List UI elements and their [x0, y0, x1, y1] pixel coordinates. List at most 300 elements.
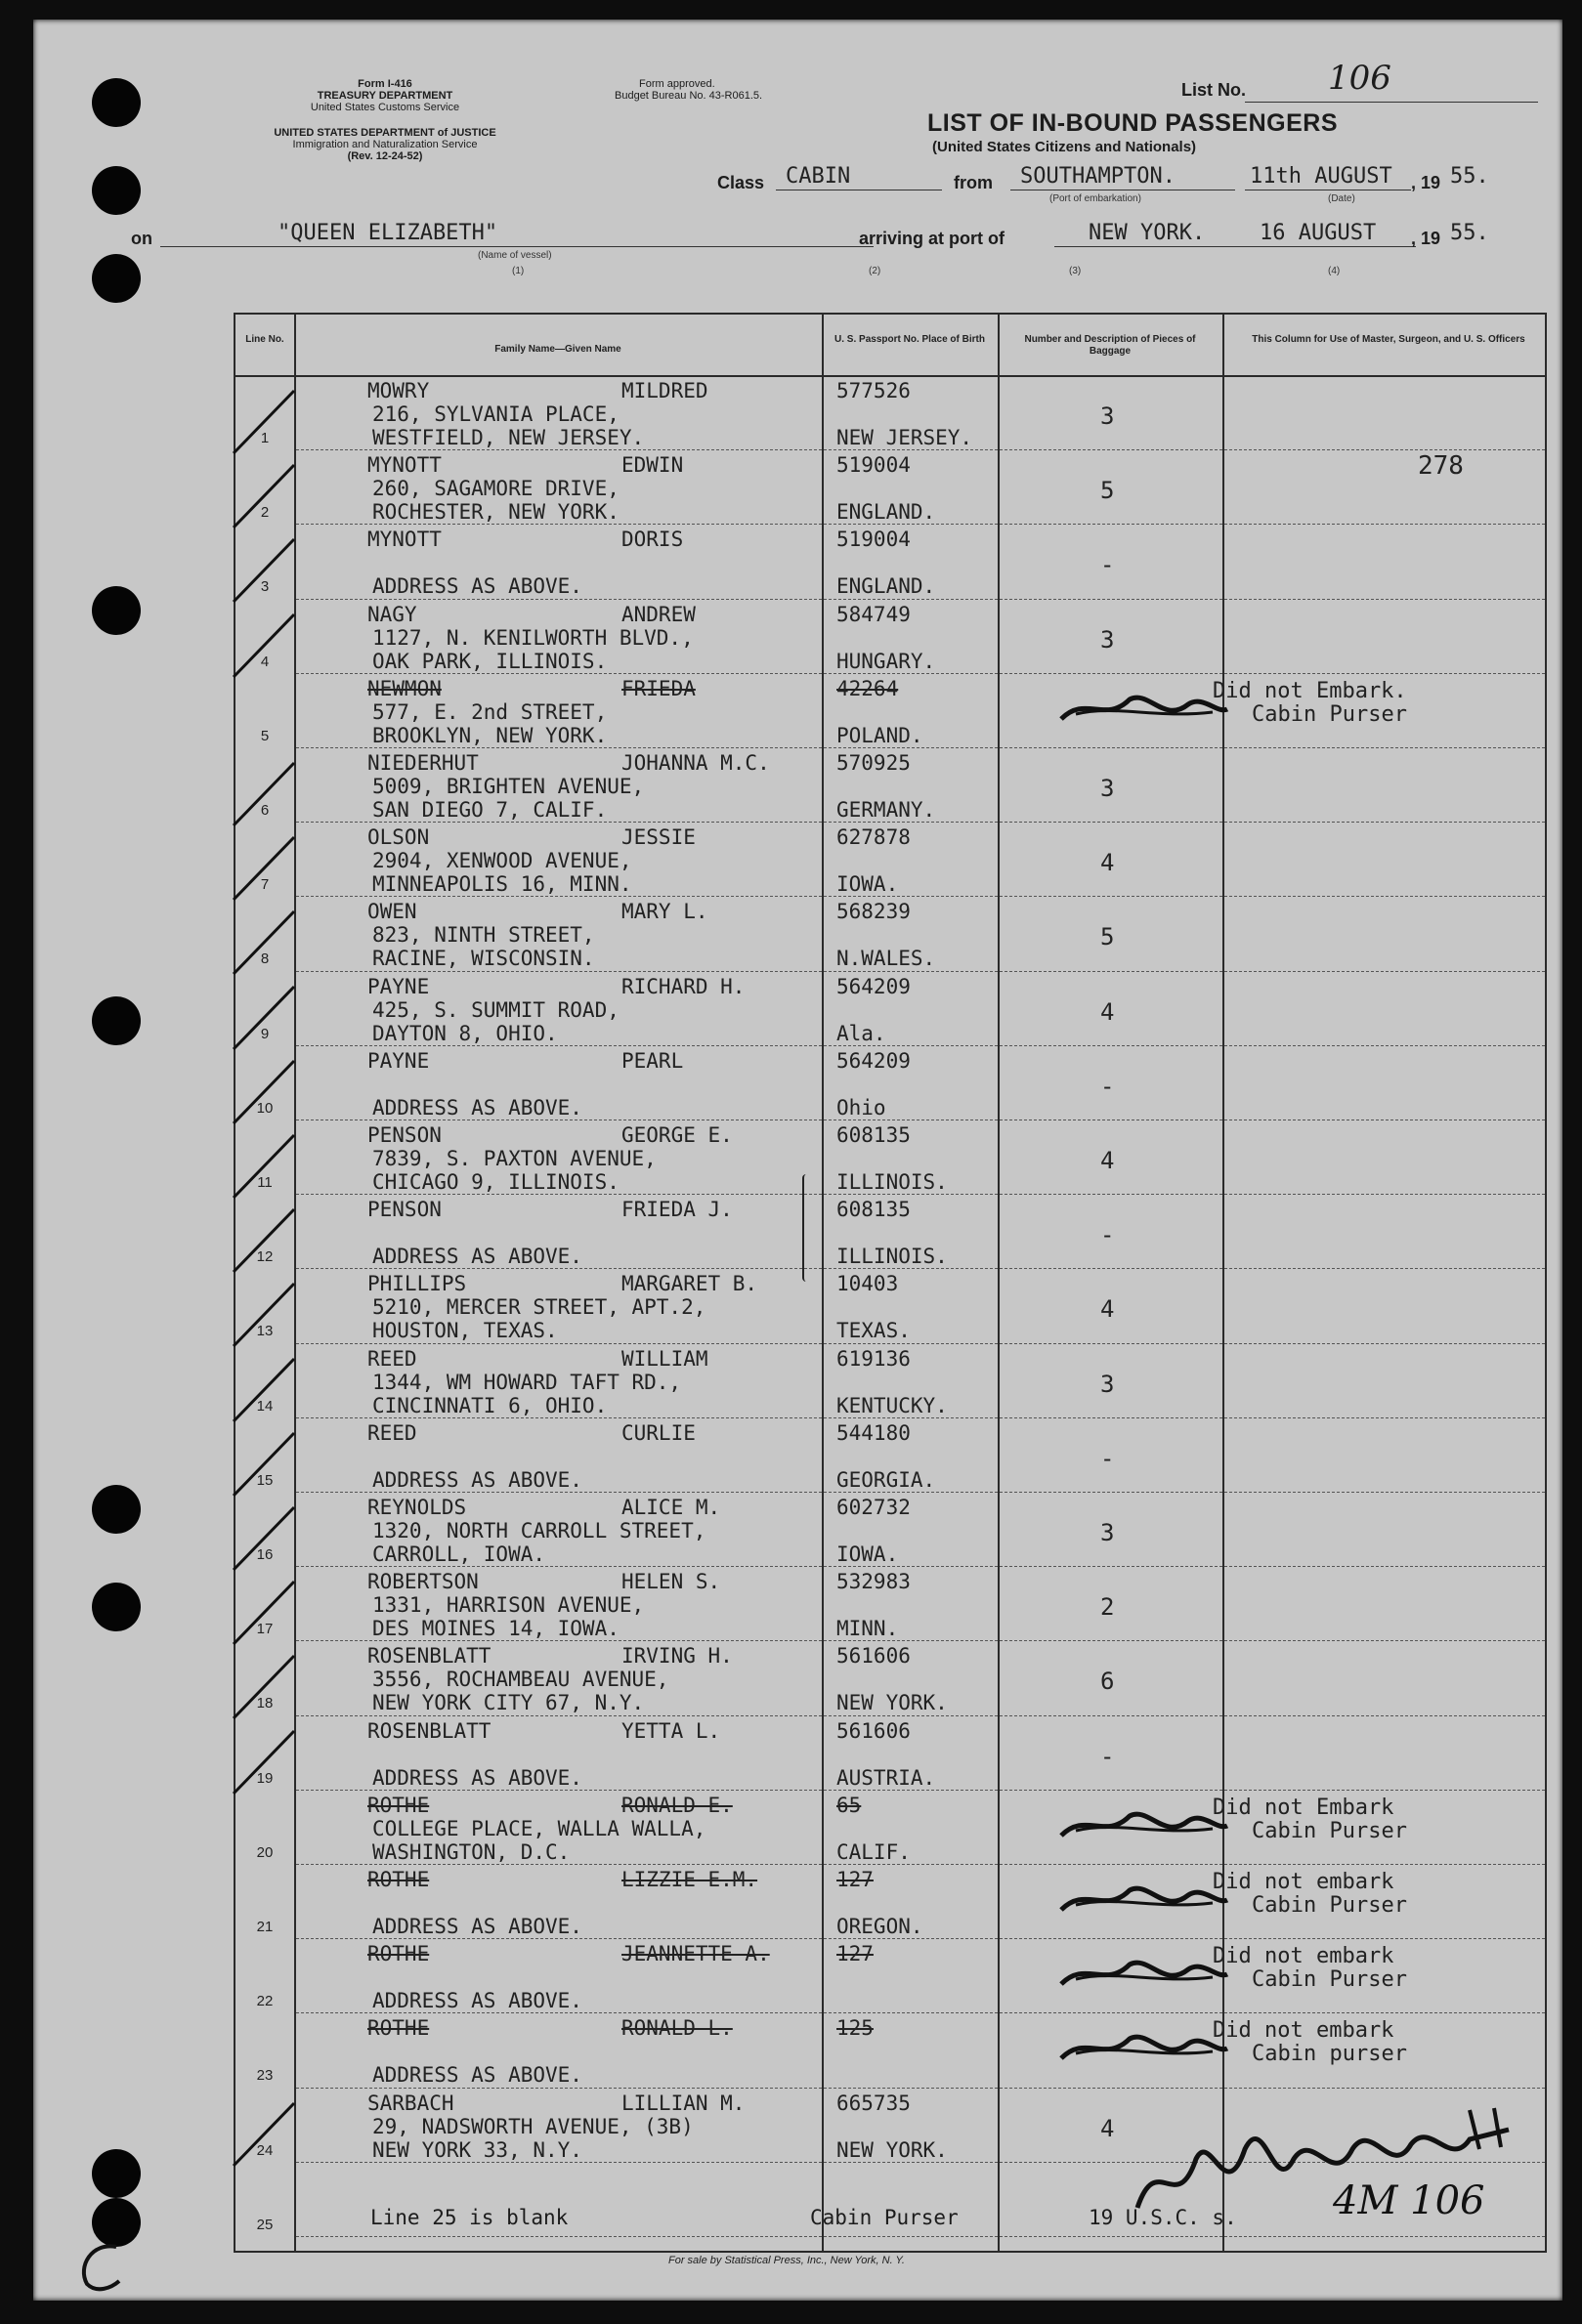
place-of-birth: Ohio — [836, 1095, 886, 1120]
check-mark — [226, 759, 304, 827]
line-number: 9 — [260, 1025, 270, 1042]
family-name: NIEDERHUT — [367, 751, 479, 775]
baggage-count: - — [1100, 1221, 1115, 1249]
line-number: 25 — [256, 2216, 274, 2233]
check-mark — [226, 1429, 304, 1498]
family-name: MYNOTT — [367, 453, 442, 478]
place-of-birth: ENGLAND. — [836, 500, 936, 525]
family-name: SARBACH — [367, 2091, 454, 2115]
purser-initials — [1056, 1950, 1232, 1999]
caption-1: (1) — [512, 266, 525, 276]
embark-note: Did not embark — [1213, 1870, 1394, 1894]
address-line-2: WASHINGTON, D.C. — [372, 1839, 571, 1864]
address-line-2: RACINE, WISCONSIN. — [372, 947, 595, 971]
date1: 11th AUGUST — [1250, 164, 1392, 189]
place-of-birth: OREGON. — [836, 1915, 923, 1938]
place-of-birth: IOWA. — [836, 1542, 899, 1566]
family-name: ROTHE — [367, 1942, 430, 1966]
check-mark — [226, 1578, 304, 1646]
family-name: NEWMON — [367, 676, 442, 700]
printer-imprint: For sale by Statistical Press, Inc., New York, N. Y. — [668, 2255, 905, 2266]
address-line-2: NEW YORK CITY 67, N.Y. — [372, 1691, 645, 1715]
table-row — [235, 1940, 1545, 2014]
place-of-birth: Ala. — [836, 1021, 886, 1045]
address-line-1: 5009, BRIGHTEN AVENUE, — [372, 775, 645, 798]
binder-hole — [92, 586, 141, 635]
address-line-2: CHICAGO 9, ILLINOIS. — [372, 1170, 620, 1194]
address-line-2: CINCINNATI 6, OHIO. — [372, 1393, 608, 1417]
baggage-count: 4 — [1100, 2114, 1115, 2142]
purser-note: Cabin Purser — [1252, 1818, 1407, 1843]
line-number: 18 — [256, 1695, 274, 1712]
passport-number: 564209 — [836, 974, 911, 998]
line-number: 10 — [256, 1099, 274, 1117]
embark-note: Did not Embark — [1213, 1795, 1394, 1820]
family-name: REYNOLDS — [367, 1496, 467, 1519]
baggage-count: 4 — [1100, 849, 1115, 877]
col-name: Family Name—Given Name — [494, 344, 621, 355]
baggage-count: - — [1100, 1444, 1115, 1472]
table-row — [235, 1866, 1545, 1940]
baggage-count: - — [1100, 551, 1115, 579]
check-mark — [226, 2099, 304, 2168]
binder-hole — [92, 996, 141, 1045]
address-line-1: 1331, HARRISON AVENUE, — [372, 1593, 645, 1618]
passport-number: 584749 — [836, 602, 911, 626]
address-line-1: 5210, MERCER STREET, APT.2, — [372, 1295, 706, 1320]
passport-number: 561606 — [836, 1644, 911, 1669]
check-mark — [226, 833, 304, 902]
passport-number: 561606 — [836, 1718, 911, 1743]
line-number: 21 — [256, 1919, 274, 1935]
family-name: OWEN — [367, 900, 417, 924]
place-of-birth: ILLINOIS. — [836, 1170, 948, 1194]
purser-initials — [1056, 1801, 1232, 1850]
place-of-birth: NEW YORK. — [836, 2137, 948, 2162]
doj-title: UNITED STATES DEPARTMENT of JUSTICE — [274, 127, 496, 139]
table-row — [235, 1642, 1545, 1716]
given-name: ANDREW — [621, 602, 696, 626]
address-line-2: ADDRESS AS ABOVE. — [372, 1989, 582, 2013]
check-mark — [226, 1280, 304, 1348]
binder-hole — [92, 78, 141, 127]
given-name: ALICE M. — [621, 1496, 721, 1519]
place-of-birth: CALIF. — [836, 1839, 911, 1864]
place-of-birth: NEW YORK. — [836, 1691, 948, 1715]
signature-list-number: 4M 106 — [1333, 2178, 1485, 2223]
date1-year-prefix: , 19 — [1411, 173, 1441, 192]
family-name: PENSON — [367, 1123, 442, 1147]
col-passport: U. S. Passport No. Place of Birth — [834, 334, 985, 345]
address-line-2: CARROLL, IOWA. — [372, 1542, 546, 1566]
binder-hole — [92, 166, 141, 215]
purser-note: Cabin Purser — [1252, 1967, 1407, 1993]
check-mark — [226, 535, 304, 604]
given-name: DORIS — [621, 528, 684, 552]
baggage-count: 4 — [1100, 1147, 1115, 1174]
line-number: 1 — [260, 430, 270, 446]
row-separator — [296, 822, 1545, 823]
table-row — [235, 973, 1545, 1047]
from-caption: (Port of embarkation) — [1049, 193, 1141, 204]
passport-number: 665735 — [836, 2091, 911, 2115]
given-name: MARGARET B. — [621, 1272, 758, 1296]
revision: (Rev. 12-24-52) — [347, 150, 423, 162]
line-number: 6 — [260, 802, 270, 819]
row-separator — [296, 1640, 1545, 1641]
passport-number: 544180 — [836, 1420, 911, 1445]
place-of-birth: GERMANY. — [836, 798, 936, 822]
family-name: NAGY — [367, 602, 417, 626]
table-row — [235, 526, 1545, 600]
address-line-2: DAYTON 8, OHIO. — [372, 1021, 558, 1045]
line-number: 12 — [256, 1248, 274, 1266]
place-of-birth: ENGLAND. — [836, 574, 936, 599]
list-number: 106 — [1328, 59, 1391, 98]
family-name: ROTHE — [367, 1868, 430, 1891]
baggage-count: 3 — [1100, 625, 1115, 654]
family-name: REED — [367, 1420, 417, 1445]
place-of-birth: HUNGARY. — [836, 649, 936, 673]
place-of-birth: KENTUCKY. — [836, 1393, 948, 1417]
passport-number: 619136 — [836, 1346, 911, 1371]
table-row — [235, 1121, 1545, 1196]
row-separator — [296, 1938, 1545, 1939]
family-name: ROTHE — [367, 1793, 430, 1817]
check-mark — [226, 1057, 304, 1125]
date2: 16 AUGUST — [1260, 221, 1377, 245]
on-label: on — [131, 229, 152, 248]
table-row — [235, 1047, 1545, 1121]
family-name: ROBERTSON — [367, 1570, 479, 1594]
customs-service: United States Customs Service — [310, 102, 460, 113]
row-separator — [296, 449, 1545, 450]
passenger-table — [234, 313, 1547, 2253]
passport-number: 570925 — [836, 751, 911, 775]
line-number: 11 — [257, 1174, 273, 1191]
line-number: 16 — [256, 1546, 274, 1563]
check-mark — [226, 611, 304, 679]
baggage-count: 2 — [1100, 1593, 1115, 1622]
purser-initials — [1056, 2024, 1232, 2073]
address-line-2: ADDRESS AS ABOVE. — [372, 1467, 582, 1492]
check-mark — [226, 1355, 304, 1423]
treasury-dept: TREASURY DEPARTMENT — [317, 90, 453, 102]
row-separator — [296, 599, 1545, 600]
address-line-1: 7839, S. PAXTON AVENUE, — [372, 1147, 657, 1170]
vessel-name: "QUEEN ELIZABETH" — [278, 221, 498, 245]
table-row — [235, 1494, 1545, 1568]
address-line-1: 29, NADSWORTH AVENUE, (3B) — [372, 2114, 694, 2138]
address-line-1: 1344, WM HOWARD TAFT RD., — [372, 1370, 682, 1394]
passport-number: 10403 — [836, 1272, 899, 1296]
address-line-1: 577, E. 2nd STREET, — [372, 699, 608, 724]
table-row — [235, 1196, 1545, 1270]
ins-title: Immigration and Naturalization Service — [292, 139, 478, 150]
given-name: EDWIN — [621, 453, 684, 478]
passport-number: 65 — [836, 1793, 862, 1817]
line-number: 23 — [256, 2067, 274, 2085]
given-name: RONALD E. — [621, 1793, 733, 1817]
baggage-count: 4 — [1100, 1295, 1115, 1324]
arriving-label: arriving at port of — [859, 229, 1005, 248]
given-name: RONALD L. — [621, 2016, 733, 2041]
document-page — [33, 20, 1562, 2301]
place-of-birth: NEW JERSEY. — [836, 426, 973, 449]
address-line-2: WESTFIELD, NEW JERSEY. — [372, 426, 645, 449]
line-number: 3 — [260, 578, 270, 596]
line-number: 13 — [256, 1323, 274, 1340]
place-of-birth: N.WALES. — [836, 947, 936, 971]
address-line-2: ADDRESS AS ABOVE. — [372, 2063, 582, 2088]
check-mark — [226, 1727, 304, 1796]
date-caption: (Date) — [1328, 193, 1355, 204]
budget-bureau: Budget Bureau No. 43-R061.5. — [615, 90, 763, 102]
passport-number: 568239 — [836, 900, 911, 924]
address-line-1: 1127, N. KENILWORTH BLVD., — [372, 625, 694, 650]
family-name: MYNOTT — [367, 528, 442, 552]
given-name: IRVING H. — [621, 1644, 733, 1669]
table-row — [235, 1717, 1545, 1792]
address-line-2: ADDRESS AS ABOVE. — [372, 574, 582, 599]
family-name: PAYNE — [367, 1048, 430, 1073]
row-separator — [296, 1790, 1545, 1791]
baggage-count: 6 — [1100, 1668, 1115, 1696]
check-mark — [226, 1131, 304, 1200]
passport-number: 519004 — [836, 453, 911, 478]
caption-3: (3) — [1069, 266, 1082, 276]
check-mark — [226, 387, 304, 455]
col-line-no: Line No. — [245, 334, 284, 345]
address-line-2: DES MOINES 14, IOWA. — [372, 1617, 620, 1641]
line-number: 8 — [260, 951, 270, 968]
place-of-birth: GEORGIA. — [836, 1467, 936, 1492]
row-separator — [296, 896, 1545, 897]
line25-note: Line 25 is blank — [370, 2206, 569, 2229]
family-name: REED — [367, 1346, 417, 1371]
family-name: MOWRY — [367, 379, 430, 402]
passport-number: 127 — [836, 1868, 874, 1891]
check-mark — [226, 1652, 304, 1720]
address-line-2: SAN DIEGO 7, CALIF. — [372, 798, 608, 822]
baggage-count: 3 — [1100, 1370, 1115, 1398]
given-name: WILLIAM — [621, 1346, 708, 1371]
passenger-rows — [235, 377, 1545, 2248]
baggage-count: 4 — [1100, 997, 1115, 1026]
given-name: MILDRED — [621, 379, 708, 402]
form-approved: Form approved. — [639, 78, 715, 90]
table-row — [235, 1792, 1545, 1866]
row-separator — [296, 1194, 1545, 1195]
table-row — [235, 898, 1545, 972]
table-row — [235, 2014, 1545, 2089]
address-line-2: ADDRESS AS ABOVE. — [372, 1765, 582, 1790]
check-mark — [226, 461, 304, 529]
from-label: from — [954, 173, 993, 192]
baggage-count: - — [1100, 1742, 1115, 1770]
row-separator — [296, 1566, 1545, 1567]
port-value: NEW YORK. — [1089, 221, 1206, 245]
address-line-2: HOUSTON, TEXAS. — [372, 1319, 558, 1343]
passport-number: 627878 — [836, 825, 911, 850]
table-row — [235, 377, 1545, 451]
row-separator — [296, 971, 1545, 972]
baggage-count: 3 — [1100, 775, 1115, 802]
address-line-2: MINNEAPOLIS 16, MINN. — [372, 872, 632, 897]
baggage-count: - — [1100, 1072, 1115, 1100]
given-name: YETTA L. — [621, 1718, 721, 1743]
address-line-1: 2904, XENWOOD AVENUE, — [372, 849, 632, 873]
table-row — [235, 675, 1545, 749]
given-name: CURLIE — [621, 1420, 696, 1445]
passport-number: 127 — [836, 1942, 874, 1966]
row-separator — [296, 1417, 1545, 1418]
date1-year: 55. — [1450, 164, 1489, 189]
table-row — [235, 1419, 1545, 1494]
row-separator — [296, 673, 1545, 674]
footer-purser: Cabin Purser — [810, 2206, 959, 2229]
from-value: SOUTHAMPTON. — [1020, 164, 1176, 189]
check-mark — [226, 1205, 304, 1274]
table-row — [235, 1345, 1545, 1419]
line-number: 15 — [256, 1471, 274, 1489]
given-name: LILLIAN M. — [621, 2091, 746, 2115]
margin-mark — [72, 2237, 131, 2296]
line-number: 19 — [256, 1769, 274, 1787]
family-name: PAYNE — [367, 974, 430, 998]
baggage-count: 3 — [1100, 402, 1115, 430]
passport-number: 125 — [836, 2016, 874, 2041]
page-subtitle: (United States Citizens and Nationals) — [932, 139, 1197, 155]
given-name: JOHANNA M.C. — [621, 751, 770, 775]
baggage-count: 5 — [1100, 477, 1115, 505]
table-row — [235, 749, 1545, 824]
given-name: JESSIE — [621, 825, 696, 850]
caption-4: (4) — [1328, 266, 1341, 276]
passport-number: 532983 — [836, 1570, 911, 1594]
row-separator — [296, 1715, 1545, 1716]
passport-number: 564209 — [836, 1048, 911, 1073]
list-no-label: List No. — [1181, 80, 1246, 100]
place-of-birth: POLAND. — [836, 723, 923, 747]
check-mark — [226, 908, 304, 976]
line-number: 7 — [260, 876, 270, 894]
purser-initials — [1056, 685, 1232, 734]
binder-hole — [92, 254, 141, 303]
vessel-caption: (Name of vessel) — [478, 250, 552, 261]
address-line-1: 260, SAGAMORE DRIVE, — [372, 477, 620, 501]
bracket-mark — [802, 1174, 812, 1282]
table-row — [235, 1270, 1545, 1344]
passport-number: 608135 — [836, 1198, 911, 1222]
place-of-birth: MINN. — [836, 1617, 899, 1641]
row-separator — [296, 1492, 1545, 1493]
passport-number: 577526 — [836, 379, 911, 402]
family-name: PENSON — [367, 1198, 442, 1222]
row-separator — [296, 1864, 1545, 1865]
family-name: ROSENBLATT — [367, 1644, 492, 1669]
line-number: 24 — [256, 2141, 274, 2159]
footer-usc: 19 U.S.C. s. — [1089, 2206, 1237, 2229]
address-line-2: BROOKLYN, NEW YORK. — [372, 723, 608, 747]
family-name: PHILLIPS — [367, 1272, 467, 1296]
purser-note: Cabin Purser — [1252, 701, 1407, 727]
address-line-1: 1320, NORTH CARROLL STREET, — [372, 1519, 706, 1542]
place-of-birth: AUSTRIA. — [836, 1765, 936, 1790]
binder-hole — [92, 1583, 141, 1631]
embark-note: Did not embark — [1213, 1944, 1394, 1969]
row-separator — [296, 2012, 1545, 2013]
address-line-1: COLLEGE PLACE, WALLA WALLA, — [372, 1816, 706, 1840]
line-number: 5 — [260, 727, 270, 744]
row-separator — [296, 747, 1545, 748]
col-baggage: Number and Description of Pieces of Baggage — [1024, 334, 1196, 357]
passport-number: 608135 — [836, 1123, 911, 1147]
passport-number: 602732 — [836, 1496, 911, 1519]
address-line-1: 3556, ROCHAMBEAU AVENUE, — [372, 1668, 669, 1692]
family-name: OLSON — [367, 825, 430, 850]
given-name: GEORGE E. — [621, 1123, 733, 1147]
table-row — [235, 451, 1545, 526]
family-name: ROTHE — [367, 2016, 430, 2041]
binder-hole — [92, 2149, 141, 2198]
address-line-2: ADDRESS AS ABOVE. — [372, 1245, 582, 1269]
embark-note: Did not Embark. — [1213, 678, 1407, 703]
row-separator — [296, 1343, 1545, 1344]
row-separator — [296, 2088, 1545, 2089]
table-row — [235, 824, 1545, 898]
table-row — [235, 601, 1545, 675]
family-name: ROSENBLATT — [367, 1718, 492, 1743]
class-label: Class — [717, 173, 765, 192]
address-line-2: NEW YORK 33, N.Y. — [372, 2137, 582, 2162]
given-name: FRIEDA — [621, 676, 696, 700]
given-name: JEANNETTE A. — [621, 1942, 770, 1966]
check-mark — [226, 983, 304, 1051]
page-title: LIST OF IN-BOUND PASSENGERS — [927, 109, 1339, 137]
row-separator — [296, 1045, 1545, 1046]
line-number: 2 — [260, 504, 270, 522]
embark-note: Did not embark — [1213, 2018, 1394, 2044]
line-number: 22 — [256, 1993, 274, 2010]
given-name: MARY L. — [621, 900, 708, 924]
table-row — [235, 1568, 1545, 1642]
row-separator — [296, 1268, 1545, 1269]
place-of-birth: TEXAS. — [836, 1319, 911, 1343]
place-of-birth: IOWA. — [836, 872, 899, 897]
given-name: LIZZIE E.M. — [621, 1868, 758, 1891]
given-name: FRIEDA J. — [621, 1198, 733, 1222]
address-line-2: OAK PARK, ILLINOIS. — [372, 649, 608, 673]
address-line-1: 425, S. SUMMIT ROAD, — [372, 997, 620, 1022]
line-number: 4 — [260, 653, 270, 670]
address-line-1: 823, NINTH STREET, — [372, 923, 595, 948]
address-line-2: ADDRESS AS ABOVE. — [372, 1915, 582, 1938]
baggage-count: 5 — [1100, 923, 1115, 951]
purser-note: Cabin purser — [1252, 2042, 1407, 2067]
given-name: HELEN S. — [621, 1570, 721, 1594]
class-value: CABIN — [786, 164, 851, 189]
binder-hole — [92, 1485, 141, 1534]
address-line-1: 216, SYLVANIA PLACE, — [372, 402, 620, 426]
row-separator — [296, 524, 1545, 525]
official-count: 278 — [1418, 451, 1464, 481]
purser-note: Cabin Purser — [1252, 1893, 1407, 1918]
given-name: PEARL — [621, 1048, 684, 1073]
passport-number: 519004 — [836, 528, 911, 552]
date2-year-prefix: , 19 — [1411, 229, 1441, 248]
baggage-count: 3 — [1100, 1519, 1115, 1546]
